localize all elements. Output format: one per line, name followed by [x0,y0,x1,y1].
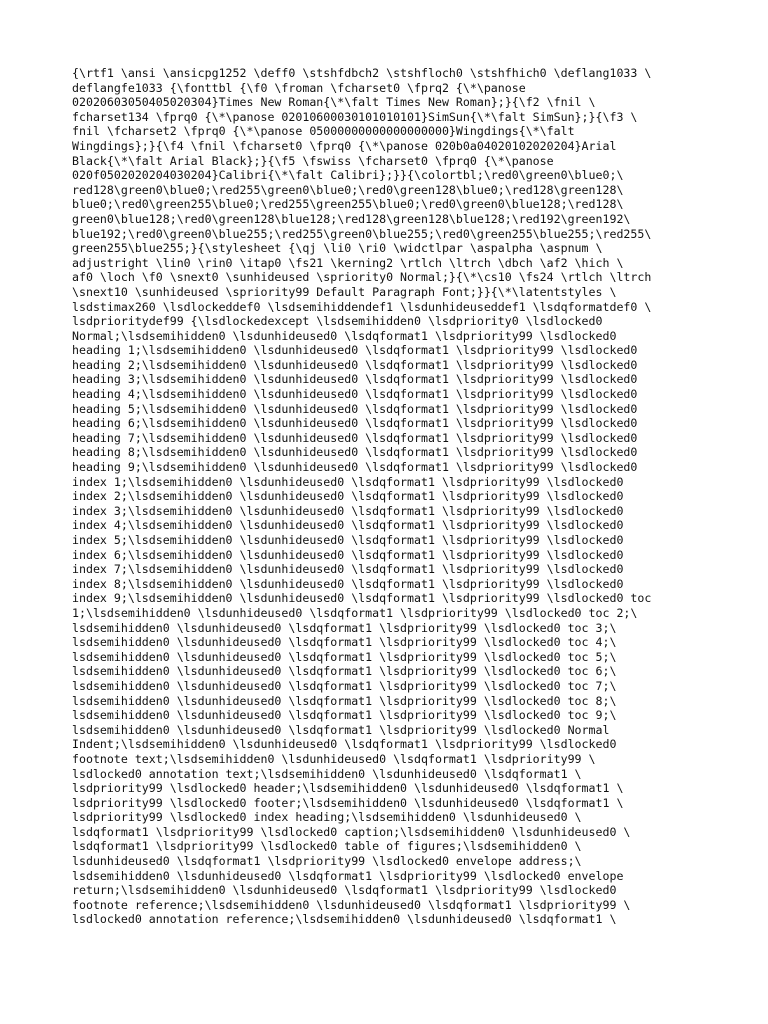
text-line: heading 3;\lsdsemihidden0 \lsdunhideused0 \lsdqformat1 \lsdpriority99 \lsdlocked0 [72,372,638,387]
text-line: lsdsemihidden0 \lsdunhideused0 \lsdqformat1 \lsdpriority99 \lsdlocked0 toc 6;\ [72,664,617,679]
text-line: index 2;\lsdsemihidden0 \lsdunhideused0 \lsdqformat1 \lsdpriority99 \lsdlocked0 [72,489,624,504]
text-line: lsdsemihidden0 \lsdunhideused0 \lsdqformat1 \lsdpriority99 \lsdlocked0 toc 8;\ [72,693,617,708]
text-line: heading 2;\lsdsemihidden0 \lsdunhideused0 \lsdqformat1 \lsdpriority99 \lsdlocked0 [72,357,638,372]
text-line: 02020603050405020304}Times New Roman{\*\falt Times New Roman};}{\f2 \fnil \ [72,95,596,110]
text-line: green0\blue128;\red0\green128\blue128;\red128\green128\blue128;\red192\green192\ [72,211,631,226]
text-line: lsdlocked0 annotation reference;\lsdsemihidden0 \lsdunhideused0 \lsdqformat1 \ [72,912,617,927]
text-line: lsdstimax260 \lsdlockeddef0 \lsdsemihiddendef1 \lsdunhideuseddef1 \lsdqformatdef0 \ [72,299,652,314]
text-line: Wingdings};}{\f4 \fnil \fcharset0 \fprq0 {\*\panose 020b0a04020102020204}Arial [72,138,617,153]
text-line: blue192;\red0\green0\blue255;\red255\green0\blue255;\red0\green255\blue255;\red255\ [72,226,652,241]
text-line: heading 6;\lsdsemihidden0 \lsdunhideused0 \lsdqformat1 \lsdpriority99 \lsdlocked0 [72,416,638,431]
text-line: {\rtf1 \ansi \ansicpg1252 \deff0 \stshfdbch2 \stshfloch0 \stshfhich0 \deflang1033 \ [72,66,652,80]
text-line: lsdpriority99 \lsdlocked0 footer;\lsdsemihidden0 \lsdunhideused0 \lsdqformat1 \ [72,795,624,810]
rtf-source-text [72,66,702,927]
text-line: index 7;\lsdsemihidden0 \lsdunhideused0 \lsdqformat1 \lsdpriority99 \lsdlocked0 [72,562,624,577]
text-line: 020f0502020204030204}Calibri{\*\falt Calibri};}}{\colortbl;\red0\green0\blue0;\ [72,168,624,183]
text-line: lsdpriority99 \lsdlocked0 index heading;\lsdsemihidden0 \lsdunhideused0 \ [72,810,582,825]
text-line: lsdsemihidden0 \lsdunhideused0 \lsdqformat1 \lsdpriority99 \lsdlocked0 toc 3;\ [72,620,617,635]
text-line: lsdqformat1 \lsdpriority99 \lsdlocked0 table of figures;\lsdsemihidden0 \ [72,839,582,854]
text-line: lsdprioritydef99 {\lsdlockedexcept \lsdsemihidden0 \lsdpriority0 \lsdlocked0 [72,314,603,329]
text-line: \snext10 \sunhideused \spriority99 Default Paragraph Font;}}{\*\latentstyles \ [72,284,617,299]
text-line: index 3;\lsdsemihidden0 \lsdunhideused0 \lsdqformat1 \lsdpriority99 \lsdlocked0 [72,503,624,518]
text-line: Normal;\lsdsemihidden0 \lsdunhideused0 \lsdqformat1 \lsdpriority99 \lsdlocked0 [72,328,617,343]
text-line: fnil \fcharset2 \fprq0 {\*\panose 05000000000000000000}Wingdings{\*\falt [72,124,575,139]
text-line: index 4;\lsdsemihidden0 \lsdunhideused0 \lsdqformat1 \lsdpriority99 \lsdlocked0 [72,518,624,533]
text-line: footnote text;\lsdsemihidden0 \lsdunhideused0 \lsdqformat1 \lsdpriority99 \ [72,751,596,766]
text-line: lsdlocked0 annotation text;\lsdsemihidden0 \lsdunhideused0 \lsdqformat1 \ [72,766,582,781]
text-line: heading 1;\lsdsemihidden0 \lsdunhideused0 \lsdqformat1 \lsdpriority99 \lsdlocked0 [72,343,638,358]
text-line: deflangfe1033 {\fonttbl {\f0 \froman \fcharset0 \fprq2 {\*\panose [72,80,526,95]
text-line: return;\lsdsemihidden0 \lsdunhideused0 \lsdqformat1 \lsdpriority99 \lsdlocked0 [72,883,617,898]
text-line: adjustright \lin0 \rin0 \itap0 \fs21 \kerning2 \rtlch \ltrch \dbch \af2 \hich \ [72,255,624,270]
text-line: lsdsemihidden0 \lsdunhideused0 \lsdqformat1 \lsdpriority99 \lsdlocked0 Normal [72,722,610,737]
text-line: fcharset134 \fprq0 {\*\panose 02010600030101010101}SimSun{\*\falt SimSun};}{\f3 \ [72,109,638,124]
text-line: red128\green0\blue0;\red255\green0\blue0;\red0\green128\blue0;\red128\green128\ [72,182,624,197]
text-line: footnote reference;\lsdsemihidden0 \lsdunhideused0 \lsdqformat1 \lsdpriority99 \ [72,897,631,912]
text-line: lsdunhideused0 \lsdqformat1 \lsdpriority99 \lsdlocked0 envelope address;\ [72,854,582,869]
text-line: index 6;\lsdsemihidden0 \lsdunhideused0 \lsdqformat1 \lsdpriority99 \lsdlocked0 [72,547,624,562]
text-line: blue0;\red0\green255\blue0;\red255\green255\blue0;\red0\green0\blue128;\red128\ [72,197,624,212]
text-line: index 1;\lsdsemihidden0 \lsdunhideused0 \lsdqformat1 \lsdpriority99 \lsdlocked0 [72,474,624,489]
text-line: 1;\lsdsemihidden0 \lsdunhideused0 \lsdqformat1 \lsdpriority99 \lsdlocked0 toc 2;\ [72,605,638,620]
text-line: heading 9;\lsdsemihidden0 \lsdunhideused0 \lsdqformat1 \lsdpriority99 \lsdlocked0 [72,460,638,475]
text-line: lsdsemihidden0 \lsdunhideused0 \lsdqformat1 \lsdpriority99 \lsdlocked0 toc 9;\ [72,708,617,723]
text-line: green255\blue255;}{\stylesheet {\qj \li0 \ri0 \widctlpar \aspalpha \aspnum \ [72,241,603,256]
text-line: heading 7;\lsdsemihidden0 \lsdunhideused0 \lsdqformat1 \lsdpriority99 \lsdlocked0 [72,430,638,445]
text-line: af0 \loch \f0 \snext0 \sunhideused \spriority0 Normal;}{\*\cs10 \fs24 \rtlch \ltrch [72,270,652,285]
text-line: lsdsemihidden0 \lsdunhideused0 \lsdqformat1 \lsdpriority99 \lsdlocked0 toc 7;\ [72,678,617,693]
text-line: heading 5;\lsdsemihidden0 \lsdunhideused0 \lsdqformat1 \lsdpriority99 \lsdlocked0 [72,401,638,416]
text-line: Black{\*\falt Arial Black};}{\f5 \fswiss \fcharset0 \fprq0 {\*\panose [72,153,554,168]
text-line: index 5;\lsdsemihidden0 \lsdunhideused0 \lsdqformat1 \lsdpriority99 \lsdlocked0 [72,533,624,547]
text-line: index 8;\lsdsemihidden0 \lsdunhideused0 \lsdqformat1 \lsdpriority99 \lsdlocked0 [72,576,624,591]
text-line: lsdsemihidden0 \lsdunhideused0 \lsdqformat1 \lsdpriority99 \lsdlocked0 envelope [72,868,624,883]
text-line: Indent;\lsdsemihidden0 \lsdunhideused0 \lsdqformat1 \lsdpriority99 \lsdlocked0 [72,737,617,752]
text-line: lsdpriority99 \lsdlocked0 header;\lsdsemihidden0 \lsdunhideused0 \lsdqformat1 \ [72,781,624,796]
text-line: heading 4;\lsdsemihidden0 \lsdunhideused0 \lsdqformat1 \lsdpriority99 \lsdlocked0 [72,387,638,402]
document-page [72,66,702,927]
text-line: heading 8;\lsdsemihidden0 \lsdunhideused0 \lsdqformat1 \lsdpriority99 \lsdlocked0 [72,445,638,460]
text-line: lsdsemihidden0 \lsdunhideused0 \lsdqformat1 \lsdpriority99 \lsdlocked0 toc 5;\ [72,649,617,664]
text-line: index 9;\lsdsemihidden0 \lsdunhideused0 \lsdqformat1 \lsdpriority99 \lsdlocked0 toc [72,591,652,606]
text-line: lsdqformat1 \lsdpriority99 \lsdlocked0 caption;\lsdsemihidden0 \lsdunhideused0 \ [72,824,631,839]
text-line: lsdsemihidden0 \lsdunhideused0 \lsdqformat1 \lsdpriority99 \lsdlocked0 toc 4;\ [72,635,617,650]
